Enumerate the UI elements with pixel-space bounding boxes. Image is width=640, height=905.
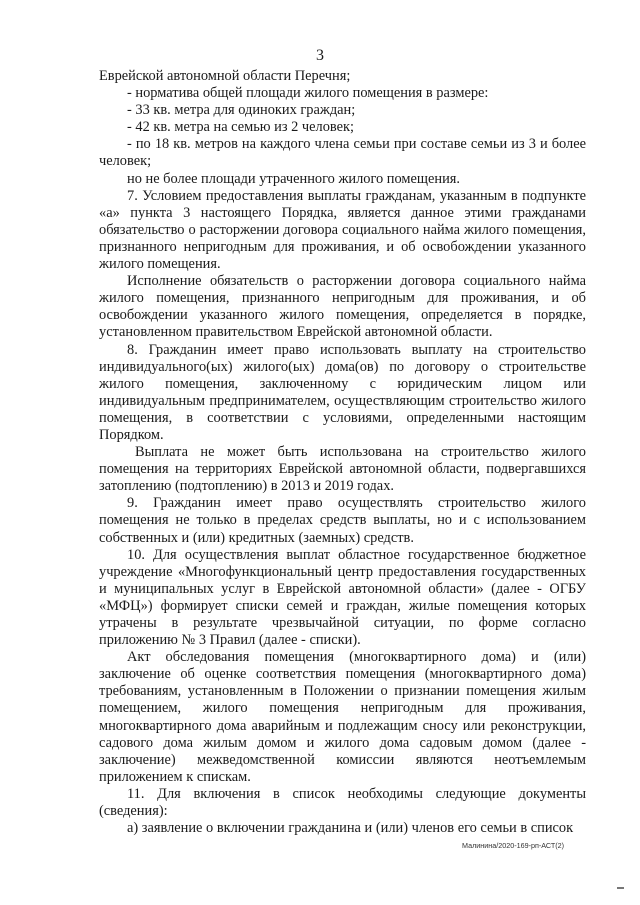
document-body	[99, 68, 586, 837]
page-number: 3	[316, 47, 324, 64]
paragraph: - норматива общей площади жилого помещения в размере:	[127, 85, 489, 102]
paragraph-subitem-a: а) заявление о включении гражданина и (или) членов его семьи в список	[127, 820, 574, 837]
paragraph-item-9: 9. Гражданин имеет право осуществлять строительство жилого помещения не только в пределах средств выплаты, но и с использованием собственных и (или) кредитных (заемных) средств.	[99, 495, 586, 546]
paragraph-item-7: 7. Условием предоставления выплаты гражданам, указанным в подпункте «а» пункта 3 настоящего Порядка, является данное этими гражданами обязательство о расторжении договора социального найма жилого помещения, признанного непригодным для проживания, и об освобождении указанного жилого помещения.	[99, 187, 586, 273]
paragraph: - по 18 кв. метров на каждого члена семьи при составе семьи из 3 и более человек;	[99, 136, 586, 170]
paragraph: - 42 кв. метра на семью из 2 человек;	[127, 119, 355, 136]
paragraph: Исполнение обязательств о расторжении договора социального найма жилого помещения, признанного непригодным для проживания, и об освобождении указанного жилого помещения, определяется в порядке, установленном правительством Еврейской автономной области.	[99, 273, 586, 341]
paragraph-item-8: 8. Гражданин имеет право использовать выплату на строительство индивидуального(ых) жилого(ых) дома(ов) по договору о строительстве жилого помещения, заключенному с юридическим лицом или индивидуальным предпринимателем, осуществляющим строительство жилого помещения, в соответствии с условиями, определенными настоящим Порядком.	[99, 341, 586, 443]
paragraph: Выплата не может быть использована на строительство жилого помещения на территориях Еврейской автономной области, подвергавшихся затоплению (подтоплению) в 2013 и 2019 годах.	[99, 444, 586, 495]
paragraph: Еврейской автономной области Перечня;	[99, 68, 351, 84]
paragraph: Акт обследования помещения (многоквартирного дома) и (или) заключение об оценке соответствия помещения (многоквартирного дома) требованиям, установленным в Положении о признании помещения жилым помещением, жилого помещения непригодным для проживания, многоквартирного дома аварийным и подлежащим сносу или реконструкции, садового дома жилым домом и жилого дома садовым домом (далее - заключение) межведомственной комиссии являются неотъемлемым приложением к спискам.	[99, 649, 586, 785]
paragraph: но не более площади утраченного жилого помещения.	[127, 170, 461, 187]
scan-artifact	[617, 887, 624, 889]
paragraph: - 33 кв. метра для одиноких граждан;	[127, 102, 356, 119]
document-reference-code: Малинина/2020-169-рп-АСТ(2)	[462, 841, 565, 850]
paragraph-item-11: 11. Для включения в список необходимы следующие документы (сведения):	[99, 785, 586, 820]
paragraph-item-10: 10. Для осуществления выплат областное государственное бюджетное учреждение «Многофункциональный центр предоставления государственных и муниципальных услуг в Еврейской автономной области» (далее - ОГБУ «МФЦ») формирует списки семей и граждан, жилые помещения которых утрачены в результате чрезвычайной ситуации, по форме согласно приложению № 3 Правил (далее - списки).	[99, 546, 586, 649]
